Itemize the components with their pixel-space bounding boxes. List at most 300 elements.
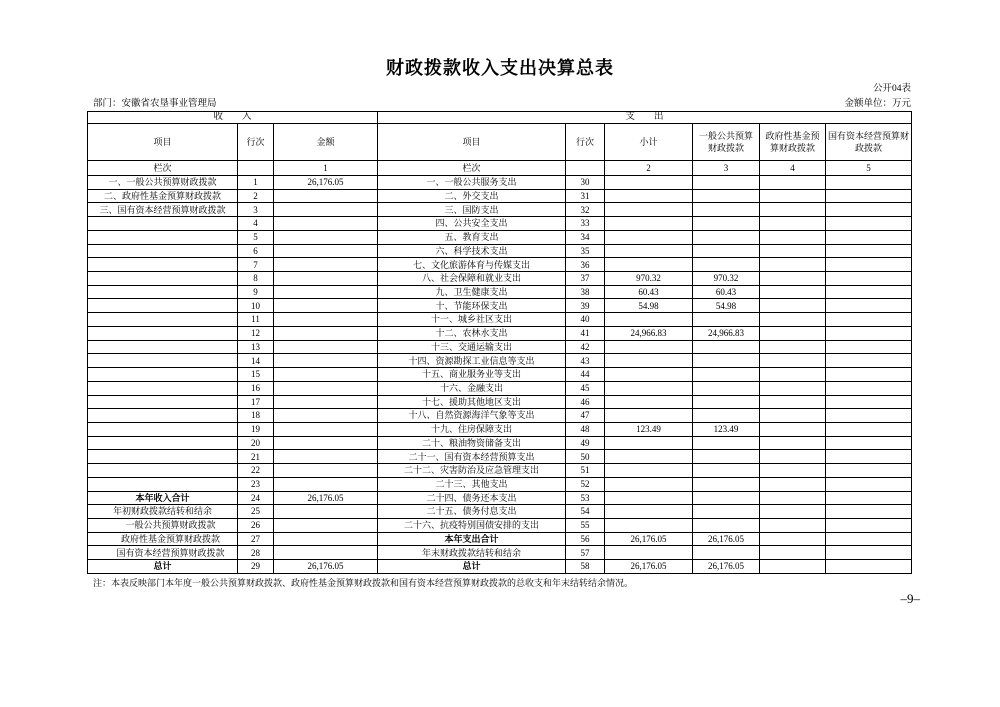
income-row-number: 4 [238, 217, 274, 231]
income-row-number: 29 [238, 560, 274, 574]
subtotal-amount [605, 203, 693, 217]
page-number: –9– [900, 591, 920, 606]
subtotal-amount [605, 381, 693, 395]
general-budget-amount [693, 368, 760, 382]
expense-row-number: 44 [566, 368, 605, 382]
subtotal-amount [605, 217, 693, 231]
expense-item-label: 四、公共安全支出 [378, 217, 566, 231]
fund-budget-amount [760, 299, 826, 313]
income-item-label [88, 217, 238, 231]
income-row-number: 26 [238, 518, 274, 532]
general-budget-amount [693, 505, 760, 519]
income-item-label [88, 326, 238, 340]
subtotal-amount [605, 436, 693, 450]
general-budget-amount [693, 244, 760, 258]
table-row [88, 354, 912, 368]
income-row-number: 10 [238, 299, 274, 313]
fund-budget-amount [760, 354, 826, 368]
col-header-government-fund-budget: 政府性基金预算财政拨款 [760, 124, 826, 161]
income-row-number: 20 [238, 436, 274, 450]
capital-budget-amount [826, 354, 912, 368]
fund-budget-amount [760, 326, 826, 340]
income-item-label: 一、一般公共预算财政拨款 [88, 176, 238, 190]
subtotal-amount [605, 477, 693, 491]
income-amount [274, 217, 378, 231]
table-row [88, 395, 912, 409]
section-header-row [88, 112, 912, 124]
income-row-number: 3 [238, 203, 274, 217]
general-budget-amount [693, 491, 760, 505]
income-amount: 26,176.05 [274, 560, 378, 574]
capital-budget-amount [826, 368, 912, 382]
expense-row-number: 53 [566, 491, 605, 505]
expense-item-label: 六、科学技术支出 [378, 244, 566, 258]
fund-budget-amount [760, 272, 826, 286]
table-row [88, 326, 912, 340]
col-header-income-item: 项目 [88, 124, 238, 161]
col-header-expense-row-no: 行次 [566, 124, 605, 161]
expense-row-number: 48 [566, 422, 605, 436]
fund-budget-amount [760, 203, 826, 217]
general-budget-amount: 26,176.05 [693, 560, 760, 574]
income-amount [274, 505, 378, 519]
expense-section-header: 支 出 [378, 112, 912, 124]
col-header-subtotal: 小计 [605, 124, 693, 161]
capital-budget-amount [826, 381, 912, 395]
fund-budget-amount [760, 560, 826, 574]
income-amount [274, 326, 378, 340]
income-item-label [88, 354, 238, 368]
fund-budget-amount [760, 381, 826, 395]
income-amount [274, 230, 378, 244]
subtotal-amount: 60.43 [605, 285, 693, 299]
income-item-label [88, 477, 238, 491]
table-row [88, 450, 912, 464]
income-item-label [88, 395, 238, 409]
capital-budget-amount [826, 505, 912, 519]
column-index-row [88, 161, 912, 176]
expense-row-number: 43 [566, 354, 605, 368]
general-budget-amount [693, 217, 760, 231]
expense-item-label: 本年支出合计 [378, 532, 566, 546]
fund-budget-amount [760, 313, 826, 327]
col-header-expense-item: 项目 [378, 124, 566, 161]
capital-budget-amount [826, 532, 912, 546]
capital-budget-amount [826, 258, 912, 272]
capital-budget-amount [826, 203, 912, 217]
income-amount: 26,176.05 [274, 176, 378, 190]
income-item-label [88, 272, 238, 286]
income-amount [274, 395, 378, 409]
fund-budget-amount [760, 505, 826, 519]
fund-budget-amount [760, 491, 826, 505]
expense-row-number: 38 [566, 285, 605, 299]
subtotal-amount [605, 368, 693, 382]
expense-item-label: 七、文化旅游体育与传媒支出 [378, 258, 566, 272]
general-budget-amount: 24,966.83 [693, 326, 760, 340]
income-row-number: 6 [238, 244, 274, 258]
income-item-label [88, 464, 238, 478]
capital-budget-amount [826, 340, 912, 354]
income-item-label: 国有资本经营预算财政拨款 [88, 546, 238, 560]
lanci-subtotal-no: 2 [605, 161, 693, 176]
income-row-number: 27 [238, 532, 274, 546]
table-row [88, 217, 912, 231]
income-row-number: 14 [238, 354, 274, 368]
income-item-label [88, 313, 238, 327]
general-budget-amount [693, 395, 760, 409]
subtotal-amount [605, 518, 693, 532]
amount-unit-label: 金额单位：万元 [844, 99, 911, 109]
income-row-number: 15 [238, 368, 274, 382]
expense-item-label: 二、外交支出 [378, 189, 566, 203]
income-row-number: 13 [238, 340, 274, 354]
table-row [88, 505, 912, 519]
fund-budget-amount [760, 217, 826, 231]
income-amount [274, 518, 378, 532]
income-item-label [88, 368, 238, 382]
expense-row-number: 32 [566, 203, 605, 217]
subtotal-amount: 54.98 [605, 299, 693, 313]
general-budget-amount [693, 189, 760, 203]
general-budget-amount: 60.43 [693, 285, 760, 299]
footnote: 注：本表反映部门本年度一般公共预算财政拨款、政府性基金预算财政拨款和国有资本经营预算财政拨款的总收支和年末结转结余情况。 [93, 578, 634, 588]
expense-item-label: 二十六、抗疫特别国债安排的支出 [378, 518, 566, 532]
capital-budget-amount [826, 326, 912, 340]
expense-row-number: 58 [566, 560, 605, 574]
general-budget-amount [693, 477, 760, 491]
table-row [88, 368, 912, 382]
lanci-label-income: 栏次 [88, 161, 238, 176]
expense-row-number: 35 [566, 244, 605, 258]
general-budget-amount [693, 436, 760, 450]
income-amount [274, 272, 378, 286]
income-item-label [88, 409, 238, 423]
capital-budget-amount [826, 272, 912, 286]
fund-budget-amount [760, 422, 826, 436]
capital-budget-amount [826, 464, 912, 478]
income-item-label [88, 436, 238, 450]
lanci-capital-no: 5 [826, 161, 912, 176]
expense-item-label: 十九、住房保障支出 [378, 422, 566, 436]
income-item-label: 二、政府性基金预算财政拨款 [88, 189, 238, 203]
income-row-number: 24 [238, 491, 274, 505]
income-amount [274, 203, 378, 217]
fund-budget-amount [760, 464, 826, 478]
table-row [88, 409, 912, 423]
expense-item-label: 一、一般公共服务支出 [378, 176, 566, 190]
income-item-label: 本年收入合计 [88, 491, 238, 505]
col-header-income-amount: 金额 [274, 124, 378, 161]
income-item-label: 一般公共预算财政拨款 [88, 518, 238, 532]
subtotal-amount [605, 491, 693, 505]
subtotal-amount [605, 354, 693, 368]
subtotal-amount [605, 230, 693, 244]
expense-item-label: 十、节能环保支出 [378, 299, 566, 313]
expense-item-label: 二十四、债务还本支出 [378, 491, 566, 505]
income-row-number: 25 [238, 505, 274, 519]
capital-budget-amount [826, 230, 912, 244]
general-budget-amount [693, 518, 760, 532]
general-budget-amount [693, 203, 760, 217]
expense-row-number: 52 [566, 477, 605, 491]
subtotal-amount [605, 313, 693, 327]
expense-row-number: 37 [566, 272, 605, 286]
income-row-number: 9 [238, 285, 274, 299]
general-budget-amount: 123.49 [693, 422, 760, 436]
income-amount [274, 409, 378, 423]
income-row-number: 22 [238, 464, 274, 478]
expense-row-number: 34 [566, 230, 605, 244]
general-budget-amount [693, 464, 760, 478]
department-label: 部门：安徽省农垦事业管理局 [93, 99, 217, 109]
expense-row-number: 42 [566, 340, 605, 354]
expense-row-number: 54 [566, 505, 605, 519]
table-row [88, 244, 912, 258]
subtotal-amount: 970.32 [605, 272, 693, 286]
income-row-number: 2 [238, 189, 274, 203]
table-row [88, 272, 912, 286]
fund-budget-amount [760, 546, 826, 560]
fund-budget-amount [760, 436, 826, 450]
capital-budget-amount [826, 491, 912, 505]
expense-row-number: 31 [566, 189, 605, 203]
subtotal-amount: 24,966.83 [605, 326, 693, 340]
expense-row-number: 56 [566, 532, 605, 546]
income-amount [274, 368, 378, 382]
income-item-label [88, 381, 238, 395]
lanci-income-amount-no: 1 [274, 161, 378, 176]
income-amount [274, 464, 378, 478]
capital-budget-amount [826, 395, 912, 409]
expense-item-label: 二十三、其他支出 [378, 477, 566, 491]
income-amount: 26,176.05 [274, 491, 378, 505]
general-budget-amount [693, 546, 760, 560]
fund-budget-amount [760, 532, 826, 546]
fund-budget-amount [760, 477, 826, 491]
page-title: 财政拨款收入支出决算总表 [386, 58, 614, 78]
expense-row-number: 57 [566, 546, 605, 560]
income-amount [274, 381, 378, 395]
income-amount [274, 532, 378, 546]
expense-row-number: 47 [566, 409, 605, 423]
general-budget-amount: 26,176.05 [693, 532, 760, 546]
table-row [88, 546, 912, 560]
income-amount [274, 450, 378, 464]
capital-budget-amount [826, 546, 912, 560]
income-row-number: 1 [238, 176, 274, 190]
subtotal-amount [605, 395, 693, 409]
expense-item-label: 总计 [378, 560, 566, 574]
table-row [88, 176, 912, 190]
fund-budget-amount [760, 244, 826, 258]
table-code-label: 公开04表 [872, 84, 911, 94]
expense-item-label: 年末财政拨款结转和结余 [378, 546, 566, 560]
general-budget-amount [693, 176, 760, 190]
lanci-empty-cell [566, 161, 605, 176]
column-header-row [88, 124, 912, 161]
income-amount [274, 189, 378, 203]
expense-row-number: 55 [566, 518, 605, 532]
income-row-number: 8 [238, 272, 274, 286]
income-item-label: 三、国有资本经营预算财政拨款 [88, 203, 238, 217]
table-row [88, 491, 912, 505]
expense-item-label: 十三、交通运输支出 [378, 340, 566, 354]
general-budget-amount [693, 381, 760, 395]
income-item-label [88, 340, 238, 354]
income-row-number: 12 [238, 326, 274, 340]
lanci-general-no: 3 [693, 161, 760, 176]
table-row [88, 285, 912, 299]
subtotal-amount [605, 176, 693, 190]
subtotal-amount: 26,176.05 [605, 560, 693, 574]
table-row [88, 436, 912, 450]
table-row [88, 422, 912, 436]
income-row-number: 21 [238, 450, 274, 464]
income-row-number: 7 [238, 258, 274, 272]
fund-budget-amount [760, 285, 826, 299]
income-row-number: 28 [238, 546, 274, 560]
income-row-number: 5 [238, 230, 274, 244]
income-amount [274, 285, 378, 299]
table-row [88, 518, 912, 532]
capital-budget-amount [826, 422, 912, 436]
expense-item-label: 十五、商业服务业等支出 [378, 368, 566, 382]
expense-item-label: 十一、城乡社区支出 [378, 313, 566, 327]
table-row [88, 203, 912, 217]
income-amount [274, 546, 378, 560]
subtotal-amount [605, 409, 693, 423]
subtotal-amount [605, 546, 693, 560]
fund-budget-amount [760, 518, 826, 532]
fund-budget-amount [760, 409, 826, 423]
expense-item-label: 二十二、灾害防治及应急管理支出 [378, 464, 566, 478]
expense-row-number: 40 [566, 313, 605, 327]
income-amount [274, 313, 378, 327]
income-item-label: 年初财政拨款结转和结余 [88, 505, 238, 519]
capital-budget-amount [826, 244, 912, 258]
income-item-label [88, 450, 238, 464]
general-budget-amount [693, 354, 760, 368]
general-budget-amount [693, 230, 760, 244]
general-budget-amount [693, 340, 760, 354]
income-row-number: 18 [238, 409, 274, 423]
expense-row-number: 51 [566, 464, 605, 478]
income-item-label [88, 299, 238, 313]
income-item-label [88, 258, 238, 272]
fund-budget-amount [760, 395, 826, 409]
general-budget-amount [693, 450, 760, 464]
income-amount [274, 299, 378, 313]
capital-budget-amount [826, 436, 912, 450]
table-row [88, 230, 912, 244]
income-item-label [88, 230, 238, 244]
expense-item-label: 三、国防支出 [378, 203, 566, 217]
fund-budget-amount [760, 230, 826, 244]
expense-item-label: 五、教育支出 [378, 230, 566, 244]
capital-budget-amount [826, 518, 912, 532]
expense-item-label: 二十、粮油物资储备支出 [378, 436, 566, 450]
table-row [88, 299, 912, 313]
income-item-label: 总计 [88, 560, 238, 574]
income-amount [274, 244, 378, 258]
fund-budget-amount [760, 340, 826, 354]
col-header-general-public-budget: 一般公共预算财政拨款 [693, 124, 760, 161]
fund-budget-amount [760, 450, 826, 464]
general-budget-amount [693, 258, 760, 272]
expense-row-number: 41 [566, 326, 605, 340]
income-row-number: 11 [238, 313, 274, 327]
subtotal-amount [605, 189, 693, 203]
income-amount [274, 354, 378, 368]
table-body [88, 176, 912, 574]
subtotal-amount: 26,176.05 [605, 532, 693, 546]
table-row [88, 381, 912, 395]
capital-budget-amount [826, 313, 912, 327]
col-header-state-capital-budget: 国有资本经营预算财政拨款 [826, 124, 912, 161]
table-row [88, 189, 912, 203]
capital-budget-amount [826, 477, 912, 491]
expense-item-label: 十二、农林水支出 [378, 326, 566, 340]
general-budget-amount [693, 409, 760, 423]
expense-row-number: 50 [566, 450, 605, 464]
lanci-empty-cell [238, 161, 274, 176]
income-row-number: 23 [238, 477, 274, 491]
capital-budget-amount [826, 176, 912, 190]
table-row [88, 258, 912, 272]
subtotal-amount [605, 258, 693, 272]
capital-budget-amount [826, 217, 912, 231]
fund-budget-amount [760, 176, 826, 190]
fund-budget-amount [760, 258, 826, 272]
income-row-number: 19 [238, 422, 274, 436]
fund-budget-amount [760, 189, 826, 203]
expense-item-label: 八、社会保障和就业支出 [378, 272, 566, 286]
expense-row-number: 39 [566, 299, 605, 313]
expense-row-number: 49 [566, 436, 605, 450]
lanci-label-expense: 栏次 [378, 161, 566, 176]
expense-item-label: 十六、金融支出 [378, 381, 566, 395]
income-section-header: 收 入 [88, 112, 378, 124]
expense-item-label: 二十五、债务付息支出 [378, 505, 566, 519]
income-amount [274, 340, 378, 354]
capital-budget-amount [826, 409, 912, 423]
subtotal-amount [605, 450, 693, 464]
capital-budget-amount [826, 450, 912, 464]
final-accounts-table [87, 111, 912, 574]
subtotal-amount [605, 340, 693, 354]
subtotal-amount [605, 464, 693, 478]
general-budget-amount: 970.32 [693, 272, 760, 286]
fund-budget-amount [760, 368, 826, 382]
expense-item-label: 十八、自然资源海洋气象等支出 [378, 409, 566, 423]
col-header-income-row-no: 行次 [238, 124, 274, 161]
subtotal-amount [605, 505, 693, 519]
income-amount [274, 422, 378, 436]
table-row [88, 477, 912, 491]
expense-item-label: 十四、资源勘探工业信息等支出 [378, 354, 566, 368]
income-item-label [88, 244, 238, 258]
expense-row-number: 33 [566, 217, 605, 231]
income-item-label [88, 422, 238, 436]
table-row [88, 464, 912, 478]
capital-budget-amount [826, 299, 912, 313]
income-row-number: 16 [238, 381, 274, 395]
expense-row-number: 45 [566, 381, 605, 395]
income-item-label [88, 285, 238, 299]
general-budget-amount: 54.98 [693, 299, 760, 313]
capital-budget-amount [826, 189, 912, 203]
